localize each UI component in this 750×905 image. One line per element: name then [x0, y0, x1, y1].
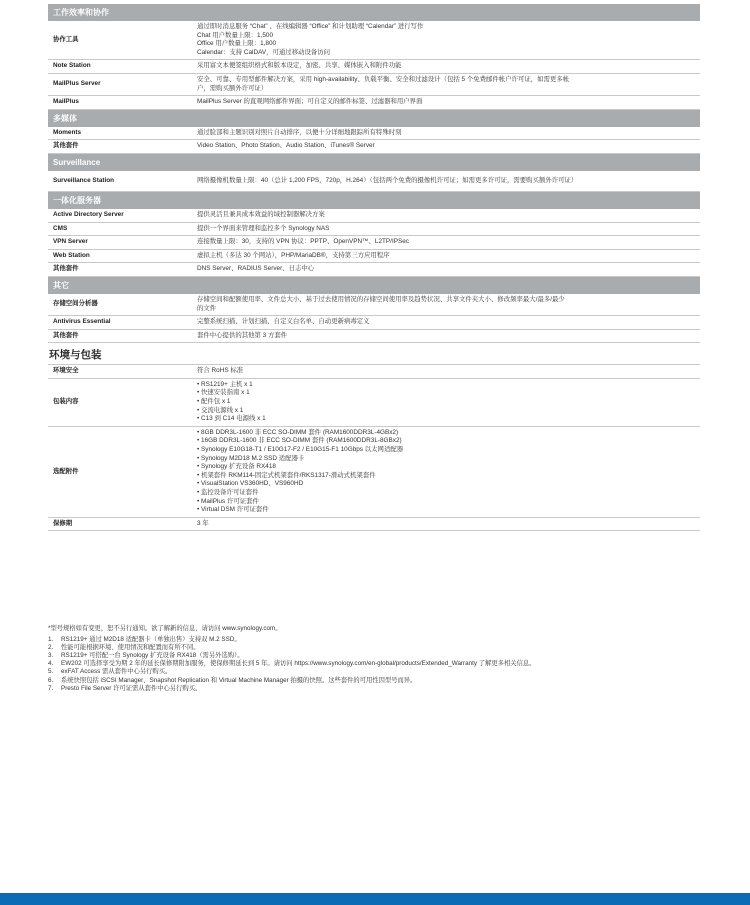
row-label: 包装内容	[53, 398, 79, 406]
row-value	[193, 236, 700, 249]
row-label: 其他套件	[53, 265, 79, 273]
footnote-number: 3.	[48, 652, 54, 660]
spec-row	[48, 140, 700, 154]
row-label: Surveillance Station	[53, 176, 115, 184]
row-value	[193, 74, 700, 95]
row-label: Moments	[53, 128, 82, 136]
value-line: • 监控设备许可证套件	[197, 489, 259, 496]
row-label: 其他套件	[53, 142, 79, 150]
spec-row	[48, 21, 700, 60]
value-line: MailPlus Server 的直观网络邮件界面；可自定义的邮件标签、过滤器和用户界面	[197, 98, 423, 106]
section-header: 一体化服务器	[48, 192, 700, 209]
value-line: • 机架套件 RKM114-固定式机架套件/RKS1317-滑动式机架套件	[197, 471, 376, 479]
spec-row	[48, 294, 700, 316]
spec-row	[48, 209, 700, 223]
value-line: • 16GB DDR3L-1600 非 ECC SO-DIMM 套件 (RAM1600DDR3L-8GBx2)	[197, 437, 402, 445]
value-line: 符合 RoHS 标准	[197, 367, 244, 375]
row-value	[193, 209, 700, 222]
section-environment	[48, 364, 700, 531]
row-value	[193, 96, 700, 109]
value-line: 通过脸部和主题识别对照片自动排序，以便十分详细地跟踪所有特殊时刻	[197, 128, 402, 136]
value-line: • C13 到 C14 电源线 x 1	[197, 415, 266, 423]
footnote-item	[48, 636, 738, 644]
value-line: Chat 用户数量上限：1,500	[197, 31, 274, 39]
value-line: 采用富文本便签组织格式和版本设定，加密、共享、媒体嵌入和附件功能	[197, 62, 402, 70]
footnote-number: 5.	[48, 668, 54, 676]
spec-row	[48, 74, 700, 96]
section-productivity	[48, 4, 700, 110]
spec-row	[48, 236, 700, 250]
row-label: 保修期	[53, 519, 73, 527]
row-label: MailPlus Server	[53, 80, 101, 88]
row-value	[193, 60, 700, 73]
value-line: Office 用户数量上限：1,800	[197, 40, 277, 48]
row-label: CMS	[53, 224, 68, 232]
row-label: Active Directory Server	[53, 210, 124, 218]
value-line: 3 年	[197, 519, 209, 527]
value-line: • 交流电源线 x 1	[197, 406, 244, 414]
row-value	[193, 263, 700, 276]
spec-row	[48, 365, 700, 379]
footnotes	[48, 625, 738, 693]
footnote-item	[48, 685, 738, 693]
spec-table	[48, 4, 700, 531]
row-value	[193, 223, 700, 236]
spec-row	[48, 263, 700, 277]
value-line: • MailPlus 许可证套件	[197, 497, 259, 505]
spec-row	[48, 223, 700, 237]
row-label: MailPlus	[53, 98, 79, 106]
spec-row	[48, 127, 700, 141]
footnote-text: exFAT Access 需从套件中心另行购买。	[61, 668, 172, 676]
footnote-number: 7.	[48, 684, 54, 692]
environment-section-title: 环境与包装	[49, 349, 102, 362]
footnote-number: 4.	[48, 660, 54, 668]
row-label: VPN Server	[53, 238, 88, 246]
spec-row	[48, 171, 700, 192]
value-line: • 快速安装指南 x 1	[197, 389, 250, 397]
row-value	[193, 316, 700, 329]
value-line: • 配件包 x 1	[197, 398, 231, 406]
value-line: • VisualStation VS360HD、VS960HD	[197, 480, 304, 488]
value-line: 完整系统扫描、计划扫描、自定义白名单、自动更新病毒定义	[197, 318, 370, 326]
footnote-number: 6.	[48, 676, 54, 684]
value-line: DNS Server、RADIUS Server、日志中心	[197, 265, 315, 273]
value-line: 通过即时消息服务 “Chat” 、在线编辑器 “Office” 和计划助理 “Calendar” 进行写作	[197, 23, 424, 30]
value-line: 虚拟主机（多达 30 个网站），PHP/MariaDB®，支持第三方应用程序	[197, 251, 390, 259]
spec-row	[48, 316, 700, 330]
value-line: 提供一个界面来管理和监控多个 Synology NAS	[197, 224, 330, 232]
row-value	[193, 21, 700, 59]
row-label: Web Station	[53, 251, 90, 259]
row-value	[193, 127, 700, 140]
value-line: • RS1219+ 主机 x 1	[197, 380, 253, 388]
spec-row	[48, 96, 700, 110]
row-label: Antivirus Essential	[53, 318, 111, 326]
spec-row	[48, 427, 700, 518]
value-line: • Synology 扩充设备 RX418	[197, 463, 276, 471]
row-label: 环境安全	[53, 367, 79, 375]
spec-row	[48, 250, 700, 264]
spec-row	[48, 330, 700, 344]
value-line: Video Station、Photo Station、Audio Station、iTunes® Server	[197, 142, 375, 150]
row-value	[193, 427, 700, 517]
footnote-text: EW202 可选择享受为期 2 年的延长保修期附加服务，使保修期延长到 5 年。请访问 https://www.synology.com/en-global/products/Extended_Warranty 了解更多相关信息。	[61, 660, 536, 668]
footer-bar	[0, 893, 750, 905]
section-multimedia	[48, 110, 700, 154]
value-line: • Synology E10G18-T1 / E10G17-F2 / E10G15-F1 10Gbps 以太网适配器	[197, 446, 404, 454]
value-line: 网络摄像机数量上限：40（总计 1,200 FPS，720p，H.264）（包括两个免费的摄像机许可证；如需更多许可证，需要购买额外许可证）	[197, 176, 578, 184]
value-line: • 8GB DDR3L-1600 非 ECC SO-DIMM 套件 (RAM1600DDR3L-4GBx2)	[197, 428, 399, 436]
footnote-item	[48, 677, 738, 685]
row-value	[193, 140, 700, 153]
value-line: 户，需购买额外许可证）	[197, 84, 268, 92]
section-header: 其它	[48, 277, 700, 294]
value-line: 提供灵活且兼具成本效益的域控制器解决方案	[197, 210, 325, 218]
row-value	[193, 365, 700, 378]
row-label: 协作工具	[53, 35, 79, 43]
section-header: 工作效率和协作	[48, 4, 700, 21]
footnote-text: Presto File Server 许可证需从套件中心另行购买。	[61, 684, 202, 692]
value-line: • Synology M2D18 M.2 SSD 适配器卡	[197, 454, 305, 462]
spec-row	[48, 60, 700, 74]
value-line: Calendar：支持 CalDAV，可通过移动设备访问	[197, 48, 331, 56]
row-label: 存储空间分析器	[53, 300, 98, 308]
row-value	[193, 250, 700, 263]
row-label: Note Station	[53, 62, 91, 70]
footnote-number: 1.	[48, 636, 54, 644]
footnote-text: 性能可能根据环境、使用情况和配置而有所不同。	[61, 644, 200, 652]
row-value	[193, 171, 700, 191]
section-surveillance	[48, 154, 700, 192]
row-label: 选配附件	[53, 467, 79, 475]
footnote-number: 2.	[48, 644, 54, 652]
section-header: 多媒体	[48, 110, 700, 127]
row-label: 其他套件	[53, 331, 79, 339]
spec-row	[48, 518, 700, 532]
footnote-text: 系统快照包括 iSCSI Manager、Snapshot Replication 和 Virtual Machine Manager 拍摄的快照。这些套件的可用性因型号而异。	[61, 676, 417, 684]
footnote-item	[48, 668, 738, 676]
section-other	[48, 277, 700, 343]
section-header: Surveillance	[48, 154, 700, 171]
row-value	[193, 330, 700, 343]
value-line: • Virtual DSM 许可证套件	[197, 506, 269, 514]
value-line: 安全、可靠、专用型邮件解决方案，采用 high-availability、负载平衡、安全和过滤设计（包括 5 个免费邮件帐户许可证，如需更多帐	[197, 75, 570, 83]
value-line: 存储空间和配额使用率、文件总大小、基于过去使用情况的存储空间使用率及趋势状况、共享文件夹大小、修改频率最大/最多/最少	[197, 295, 565, 303]
footnote-text: RS1219+ 通过 M2D18 适配器卡（单独出售）支持双 M.2 SSD。	[61, 636, 241, 644]
footnote-text: RS1219+ 可搭配一台 Synology 扩充设备 RX418（需另外选购）。	[61, 652, 244, 660]
row-value	[193, 518, 700, 531]
footnote-intro: *型号规格如有变更，恕不另行通知。欲了解新的信息，请访问 www.synology.com。	[48, 625, 282, 632]
value-line: 的文件	[197, 304, 217, 312]
section-all-in-one-server	[48, 192, 700, 277]
value-line: 连接数量上限：30，支持的 VPN 协议：PPTP、OpenVPN™、L2TP/IPSec	[197, 238, 410, 246]
row-value	[193, 294, 700, 315]
row-value	[193, 379, 700, 426]
spec-row	[48, 379, 700, 427]
value-line: 套件中心提供的其他第 3 方套件	[197, 331, 288, 339]
